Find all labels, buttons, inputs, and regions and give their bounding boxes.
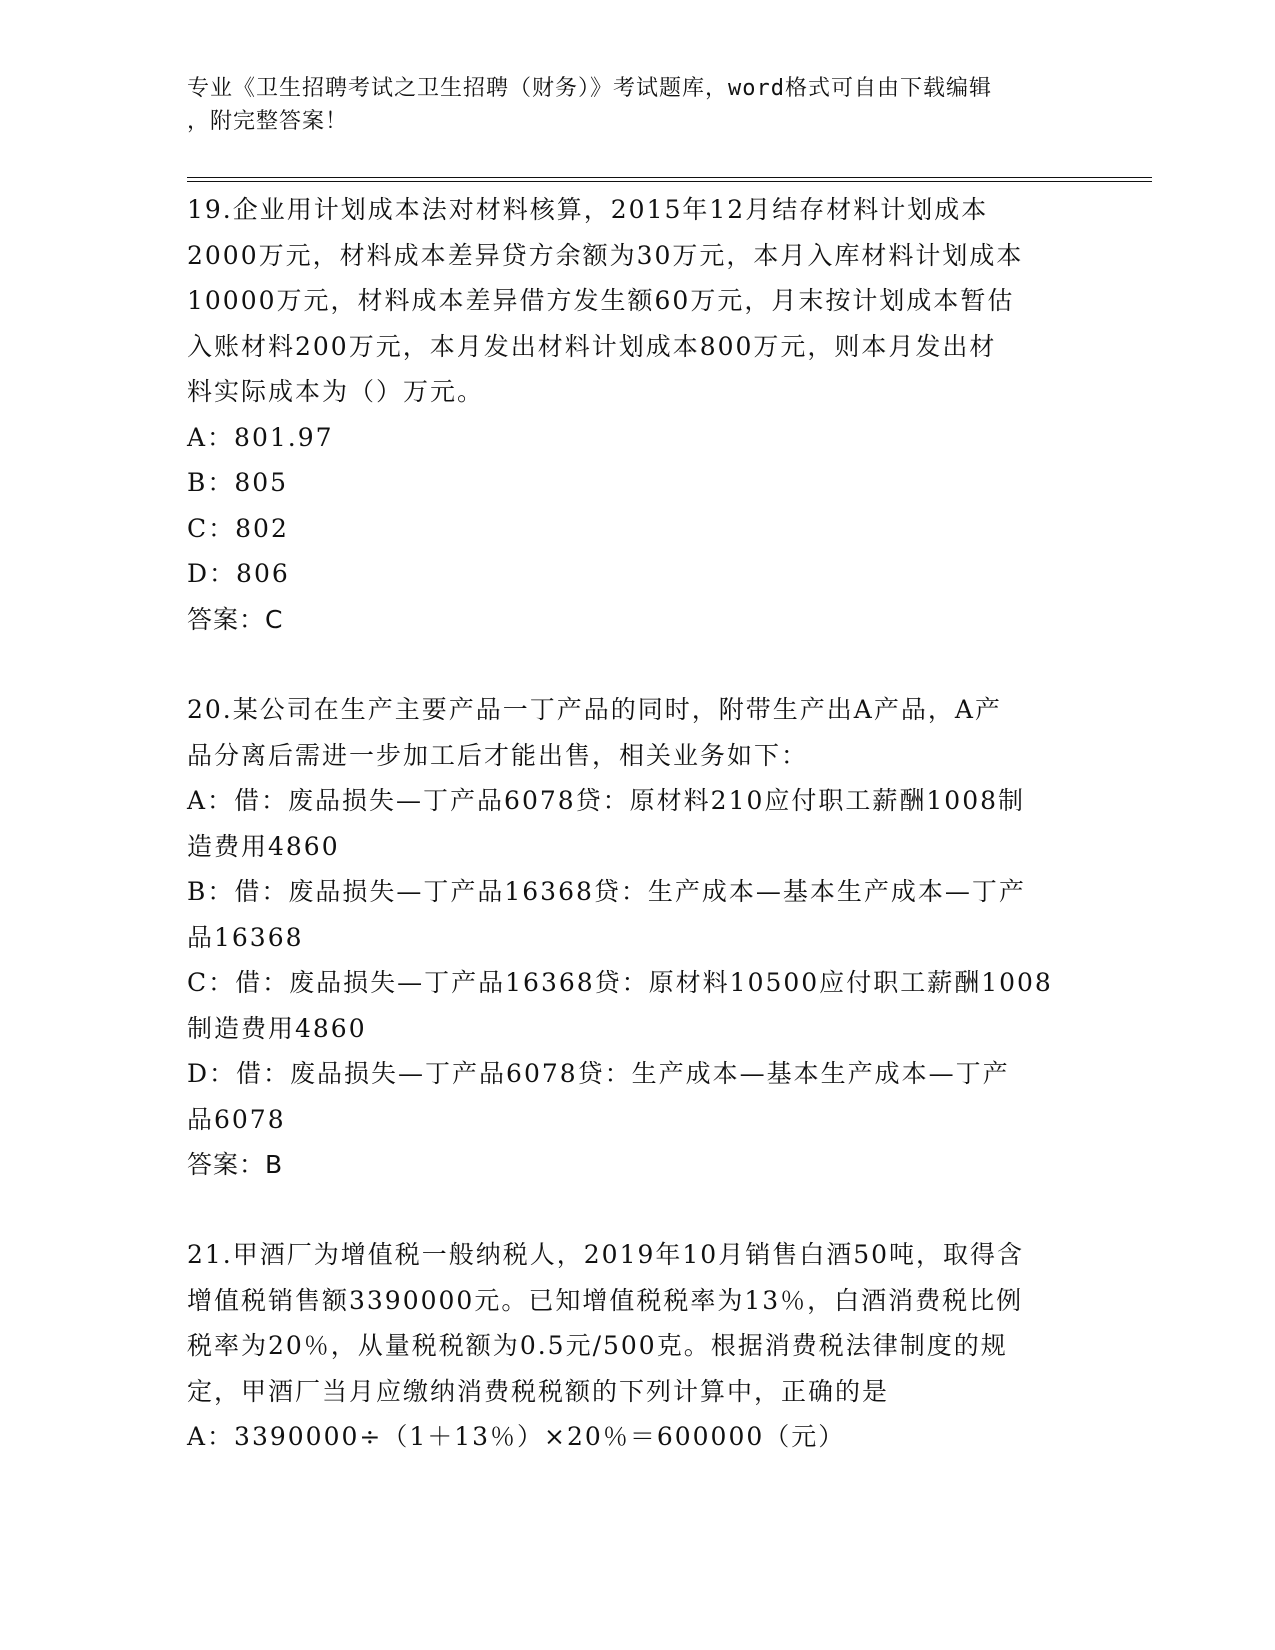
option-a-continued: 造费用4860 — [187, 831, 340, 861]
question-20 — [187, 687, 1087, 1188]
header-line: 专业《卫生招聘考试之卫生招聘（财务）》考试题库，word格式可自由下载编辑 — [187, 76, 992, 101]
option-d: D：借：废品损失—丁产品6078贷：生产成本—基本生产成本—丁产 — [187, 1059, 1010, 1088]
question-21 — [187, 1232, 1087, 1460]
question-text-line: 21.甲酒厂为增值税一般纳税人，2019年10月销售白酒50吨，取得含 — [187, 1240, 1025, 1269]
question-text-line: 2000万元，材料成本差异贷方余额为30万元，本月入库材料计划成本 — [187, 240, 1024, 270]
option-b: B：借：废品损失—丁产品16368贷：生产成本—基本生产成本—丁产 — [187, 877, 1026, 906]
question-19 — [187, 187, 1087, 642]
question-text-line: 料实际成本为（）万元。 — [187, 377, 485, 406]
option-b-continued: 品16368 — [187, 922, 304, 952]
option-a: A：801.97 — [187, 422, 334, 452]
question-text-line: 入账材料200万元，本月发出材料计划成本800万元，则本月发出材 — [187, 331, 997, 361]
option-c: C：借：废品损失—丁产品16368贷：原材料10500应付职工薪酬1008 — [187, 968, 1053, 997]
header-divider — [187, 181, 1152, 182]
header-divider — [187, 177, 1152, 178]
question-text-line: 定，甲酒厂当月应缴纳消费税税额的下列计算中，正确的是 — [187, 1376, 890, 1406]
answer-label: 答案：C — [187, 604, 284, 634]
question-text-line: 增值税销售额3390000元。已知增值税税率为13％，白酒消费税比例 — [187, 1285, 1024, 1315]
answer-label: 答案：B — [187, 1150, 284, 1179]
question-text-line: 税率为20％，从量税税额为0.5元/500克。根据消费税法律制度的规 — [187, 1331, 1008, 1360]
question-text-line: 19.企业用计划成本法对材料核算，2015年12月结存材料计划成本 — [187, 195, 989, 224]
question-text-line: 20.某公司在生产主要产品一丁产品的同时，附带生产出A产品，A产 — [187, 695, 1002, 724]
option-c-continued: 制造费用4860 — [187, 1013, 367, 1043]
option-a: A：借：废品损失—丁产品6078贷：原材料210应付职工薪酬1008制 — [187, 786, 1026, 815]
header-line: ，附完整答案！ — [187, 109, 349, 134]
document-header — [187, 72, 1087, 138]
question-text-line: 品分离后需进一步加工后才能出售，相关业务如下： — [187, 740, 809, 770]
option-d-continued: 品6078 — [187, 1104, 286, 1134]
option-a: A：3390000÷（1＋13％）×20％＝600000（元） — [187, 1422, 846, 1451]
option-b: B：805 — [187, 468, 289, 497]
option-c: C：802 — [187, 513, 289, 543]
question-text-line: 10000万元，材料成本差异借方发生额60万元，月末按计划成本暂估 — [187, 286, 1015, 315]
option-d: D：806 — [187, 559, 290, 588]
